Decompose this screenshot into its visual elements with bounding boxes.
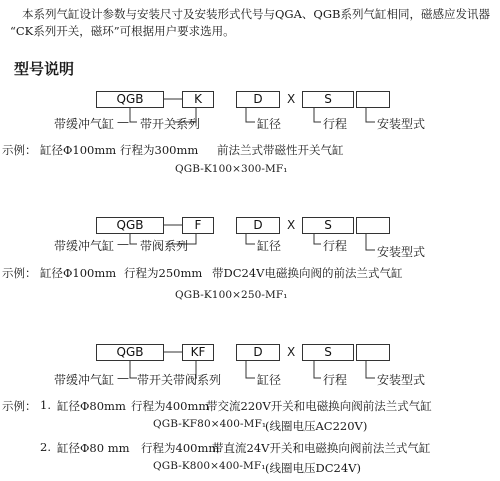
example-2-stroke: 行程为400mm bbox=[141, 441, 220, 455]
label-bore: 缸径 bbox=[257, 239, 282, 253]
example-stroke: 行程为300mm bbox=[120, 143, 199, 157]
label-bore: 缸径 bbox=[257, 373, 282, 387]
example-1-note: (线圈电压AC220V) bbox=[265, 419, 368, 433]
model-box-stroke: S bbox=[302, 91, 354, 108]
model-box-stroke: S bbox=[302, 217, 354, 234]
label-dash-1: — bbox=[117, 371, 129, 385]
example-2-model-code: QGB-K800×400-MF₁ bbox=[153, 460, 266, 472]
separator-x: X bbox=[287, 218, 296, 232]
example-model-code: QGB-K100×250-MF₁ bbox=[175, 289, 288, 301]
label-type: 带开关系列 bbox=[140, 117, 201, 131]
label-mount: 安装型式 bbox=[377, 117, 426, 131]
label-bore: 缸径 bbox=[257, 117, 282, 131]
label-mount: 安装型式 bbox=[377, 245, 426, 259]
example-desc: 带DC24V电磁换向阀的前法兰式气缸 bbox=[212, 266, 403, 280]
example-1-desc: 带交流220V开关和电磁换向阀前法兰式气缸 bbox=[206, 399, 432, 413]
example-prefix: 示例： bbox=[2, 399, 37, 413]
example-1-bore: 缸径Φ80mm bbox=[57, 399, 126, 413]
model-box-series: QGB bbox=[96, 91, 164, 108]
example-2-desc: 带直流24V开关和电磁换向阀前法兰式气缸 bbox=[212, 441, 431, 455]
separator-x: X bbox=[287, 92, 296, 106]
label-dash-1: — bbox=[117, 115, 129, 129]
example-1-stroke: 行程为400mm bbox=[131, 399, 210, 413]
example-desc: 前法兰式带磁性开关气缸 bbox=[217, 143, 344, 157]
model-box-mount bbox=[356, 91, 390, 108]
label-type: 带阀系列 bbox=[140, 239, 189, 253]
example-bore: 缸径Φ100mm bbox=[40, 266, 117, 280]
model-box-series: QGB bbox=[96, 344, 164, 361]
label-dash-1: — bbox=[117, 237, 129, 251]
model-box-type: KF bbox=[182, 344, 214, 361]
model-box-type: K bbox=[182, 91, 214, 108]
example-2-note: (线圈电压DC24V) bbox=[265, 461, 361, 475]
model-box-series: QGB bbox=[96, 217, 164, 234]
model-box-mount bbox=[356, 217, 390, 234]
model-box-bore: D bbox=[236, 91, 280, 108]
model-box-type: F bbox=[182, 217, 214, 234]
model-box-stroke: S bbox=[302, 344, 354, 361]
label-cylinder: 带缓冲气缸 bbox=[54, 239, 115, 253]
label-cylinder: 带缓冲气缸 bbox=[54, 117, 115, 131]
example-1-number: 1. bbox=[40, 398, 51, 412]
example-stroke: 行程为250mm bbox=[124, 266, 203, 280]
section-heading: 型号说明 bbox=[14, 60, 75, 78]
intro-line-1: 本系列气缸设计参数与安装尺寸及安装形式代号与QGA、QGB系列气缸相同，磁感应发讯器 bbox=[22, 7, 490, 21]
example-prefix: 示例： bbox=[2, 266, 37, 280]
intro-line-2: “CK系列开关，磁环”可根据用户要求选用。 bbox=[10, 24, 235, 38]
example-2-bore: 缸径Φ80 mm bbox=[57, 441, 130, 455]
model-box-bore: D bbox=[236, 217, 280, 234]
label-cylinder: 带缓冲气缸 bbox=[54, 373, 115, 387]
label-type: 带开关带阀系列 bbox=[137, 373, 222, 387]
example-1-model-code: QGB-KF80×400-MF₁ bbox=[153, 418, 267, 430]
label-stroke: 行程 bbox=[323, 117, 348, 131]
example-2-number: 2. bbox=[40, 440, 51, 454]
example-model-code: QGB-K100×300-MF₁ bbox=[175, 163, 288, 175]
model-box-bore: D bbox=[236, 344, 280, 361]
label-stroke: 行程 bbox=[323, 239, 348, 253]
separator-x: X bbox=[287, 345, 296, 359]
label-mount: 安装型式 bbox=[377, 373, 426, 387]
example-bore: 缸径Φ100mm bbox=[40, 143, 117, 157]
label-stroke: 行程 bbox=[323, 373, 348, 387]
example-prefix: 示例： bbox=[2, 143, 37, 157]
model-box-mount bbox=[356, 344, 390, 361]
